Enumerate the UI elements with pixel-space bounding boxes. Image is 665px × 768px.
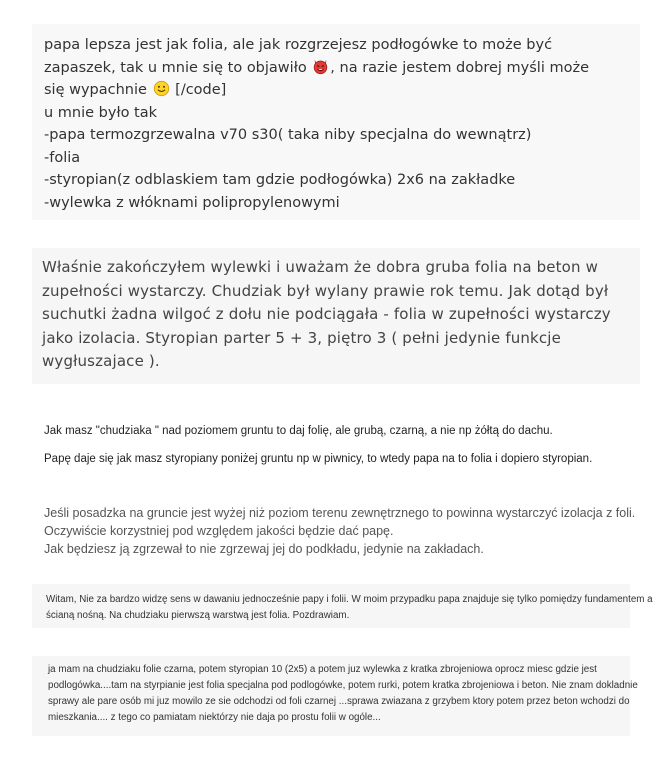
post-line: ja mam na chudziaku folie czarna, potem styropian 10 (2x5) a potem juz wylewka z kratka zbrojeniowa oprocz miesc gdzie jest xyxy=(48,664,597,675)
post-line: -wylewka z włóknami polipropylenowymi xyxy=(44,194,340,211)
post-line: jako izolacia. Styropian parter 5 + 3, piętro 3 ( pełni jedynie funkcje xyxy=(42,328,561,347)
post-line: sprawy ale pare osób mi juz mowilo ze sie odchodzi od foli czarnej ...sprawa zwiazana z grzybem ktory potem przez beton wchodzi do xyxy=(48,696,630,707)
post-line: -styropian(z odblaskiem tam gdzie podłogówka) 2x6 na zakładke xyxy=(44,172,516,188)
post-line: Właśnie zakończyłem wylewki i uważam że dobra gruba folia na beton w xyxy=(42,258,598,276)
post-line: u mnie było tak xyxy=(44,104,158,121)
post-line: papa lepsza jest jak folia, ale jak rozgrzejesz podłogówke to może być xyxy=(44,37,553,53)
post-line xyxy=(44,57,628,80)
devil-emoji-icon xyxy=(312,58,329,75)
post-line xyxy=(44,79,628,102)
post-text: zapaszek, tak u mnie się to objawiło xyxy=(44,59,312,76)
post-line: wygłuszajace ). xyxy=(42,352,160,370)
post-line: -folia xyxy=(44,149,81,166)
post-text: się wypachnie xyxy=(44,82,152,98)
post-line: Witam, Nie za bardzo widzę sens w dawaniu jednocześnie papy i folii. W moim przypadku papa znajduje się tylko pomiędzy fundamentem a xyxy=(46,594,653,605)
post-line: Oczywiście korzystniej pod względem jakości będzie dać papę. xyxy=(44,524,394,538)
forum-post-3 xyxy=(32,418,640,478)
smile-emoji-icon xyxy=(153,80,170,97)
post-paragraph: Jak masz "chudziaka " nad poziomem gruntu to daj folię, ale grubą, czarną, a nie np żółtą do dachu. xyxy=(44,425,553,437)
post-text: [/code] xyxy=(170,82,227,98)
post-line: zupełności wystarczy. Chudziak był wylany prawie rok temu. Jak dotąd był xyxy=(42,281,609,300)
forum-post-2 xyxy=(32,248,640,384)
post-paragraph: Papę daje się jak masz styropiany poniżej gruntu np w piwnicy, to wtedy papa na to folia i dopiero styropian. xyxy=(44,453,593,465)
post-line: suchutki żadna wilgoć z dołu nie podciągała - folia w zupełności wystarczy xyxy=(42,305,611,323)
forum-post-5 xyxy=(32,584,653,628)
post-line: Jak będziesz ją zgrzewał to nie zgrzewaj jej do podkładu, jedynie na zakładach. xyxy=(44,542,484,556)
post-line: mieszkania.... z tego co pamiatam niektórzy nie daja po prostu folii w ogóle... xyxy=(48,712,381,723)
post-line: ścianą nośną. Na chudziaku pierwszą warstwą jest folia. Pozdrawiam. xyxy=(46,609,350,621)
post-line: -papa termozgrzewalna v70 s30( taka niby specjalna do wewnątrz) xyxy=(44,127,532,143)
forum-post-4 xyxy=(32,500,640,562)
forum-post-1 xyxy=(32,24,640,220)
post-line: podlogówka....tam na styrpianie jest folia specjalna pod podlogówke, potem rurki, potem kratka zbrojeniowa i beton. Nie znam dokladnie xyxy=(48,680,638,691)
forum-post-6 xyxy=(32,656,638,736)
post-line: Jeśli posadzka na gruncie jest wyżej niż poziom terenu zewnętrznego to powinna wystarczyć izolacja z foli. xyxy=(44,506,636,520)
post-text: , na razie jestem dobrej myśli może xyxy=(330,59,589,76)
